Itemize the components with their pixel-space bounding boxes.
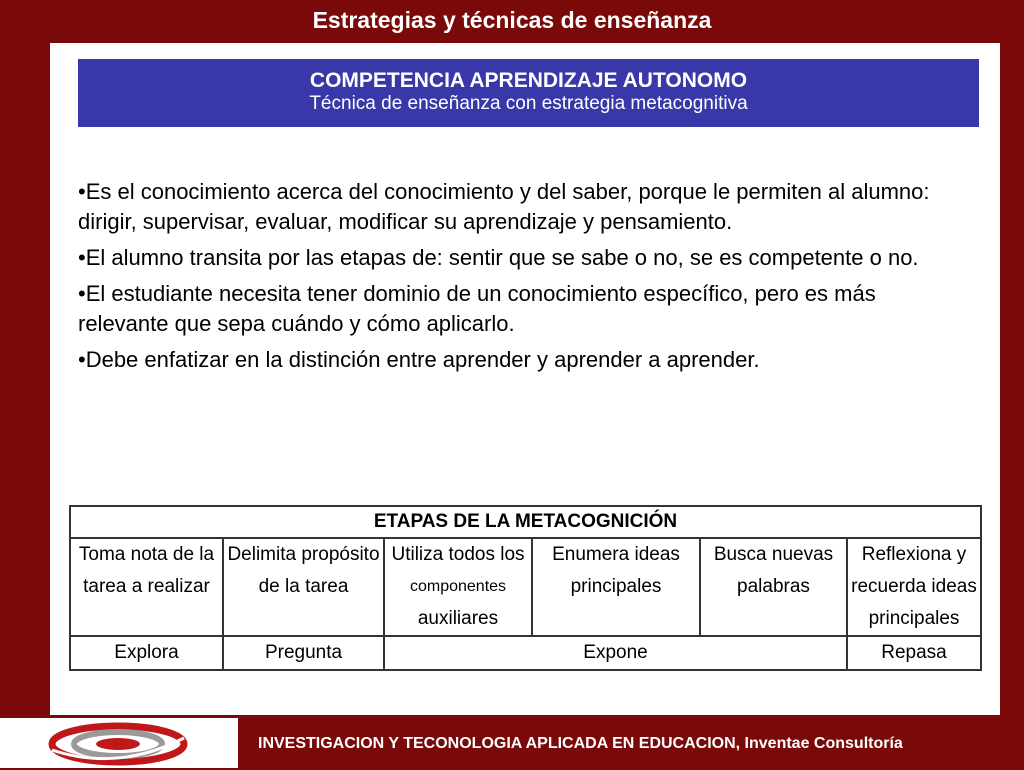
cell-line: Utiliza todos los: [391, 544, 525, 565]
metacognition-table: [69, 505, 982, 671]
table-cell: Reflexiona y recuerda ideas principales: [847, 538, 981, 636]
slide-title: Estrategias y técnicas de enseñanza: [312, 7, 712, 33]
banner-subtitle: Técnica de enseñanza con estrategia metacognitiva: [309, 93, 748, 114]
company-logo-icon: [48, 720, 188, 766]
table-row: [70, 636, 981, 670]
bullet-item: •Es el conocimiento acerca del conocimiento y del saber, porque le permiten al alumno: dirigir, supervisar, evaluar, modificar su aprendizaje y pensamiento.: [78, 179, 930, 234]
bullet-list: [78, 177, 968, 381]
table-cell: Repasa: [847, 636, 981, 670]
table-cell: Explora: [70, 636, 223, 670]
table-cell: Expone: [384, 636, 847, 670]
footer-text: INVESTIGACION Y TECONOLOGIA APLICADA EN EDUCACION, Inventae Consultoría: [258, 735, 903, 752]
bullet-item: •Debe enfatizar en la distinción entre aprender y aprender a aprender.: [78, 347, 760, 372]
table-header-row: [70, 506, 981, 538]
competency-banner: [78, 59, 979, 127]
footer-logo-area: [0, 718, 238, 768]
table-row: [70, 538, 981, 636]
table-cell: Pregunta: [223, 636, 384, 670]
footer-bar: [238, 718, 1024, 768]
footer: [0, 718, 1024, 768]
table-title: ETAPAS DE LA METACOGNICIÓN: [70, 506, 981, 538]
table-cell: Busca nuevas palabras: [700, 538, 847, 636]
content-panel: [50, 43, 1000, 715]
table-cell: Enumera ideas principales: [532, 538, 700, 636]
cell-line: auxiliares: [417, 608, 499, 629]
bullet-item: •El estudiante necesita tener dominio de un conocimiento específico, pero es más relevante que sepa cuándo y cómo aplicarlo.: [78, 281, 876, 336]
table-cell: Delimita propósito de la tarea: [223, 538, 384, 636]
bullet-item: •El alumno transita por las etapas de: sentir que se sabe o no, se es competente o no.: [78, 245, 919, 270]
banner-title: COMPETENCIA APRENDIZAJE AUTONOMO: [309, 69, 748, 92]
cell-line: componentes: [409, 578, 507, 595]
table-cell: [384, 538, 532, 636]
table-cell: Toma nota de la tarea a realizar: [70, 538, 223, 636]
